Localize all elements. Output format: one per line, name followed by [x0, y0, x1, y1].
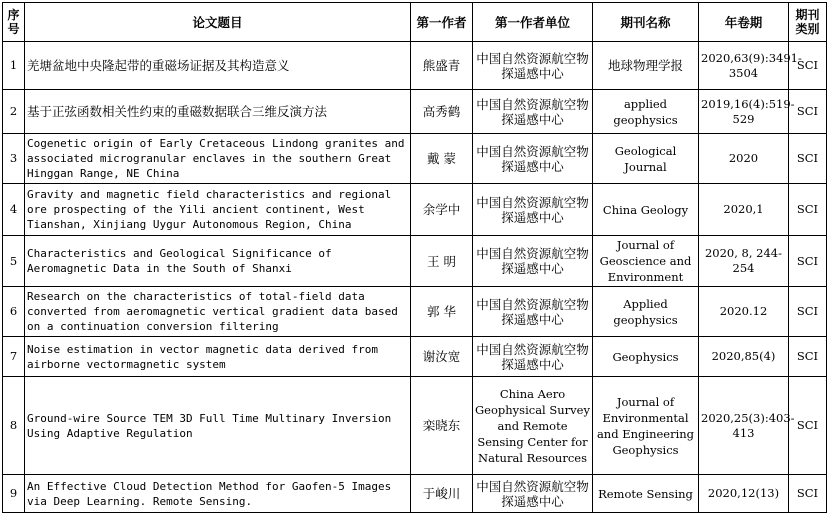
- row-author: 于峻川: [411, 475, 473, 513]
- row-category: SCI: [789, 90, 827, 134]
- row-title: 羌塘盆地中央隆起带的重磁场证据及其构造意义: [25, 42, 411, 90]
- row-seq: 8: [3, 377, 25, 475]
- row-journal: Geological Journal: [593, 134, 699, 184]
- row-unit: 中国自然资源航空物探遥感中心: [473, 337, 593, 377]
- header-volume: 年卷期: [699, 3, 789, 42]
- table-row: [3, 236, 827, 287]
- row-journal: 地球物理学报: [593, 42, 699, 90]
- row-seq: 1: [3, 42, 25, 90]
- row-title: Research on the characteristics of total-field data converted from aeromagnetic vertical gradient data based on a continuation conversion filtering: [25, 287, 411, 337]
- row-volume: 2020: [699, 134, 789, 184]
- table-row: [3, 475, 827, 513]
- row-title: Noise estimation in vector magnetic data derived from airborne vectormagnetic system: [25, 337, 411, 377]
- row-title: An Effective Cloud Detection Method for Gaofen-5 Images via Deep Learning. Remote Sensing.: [25, 475, 411, 513]
- table-row: [3, 377, 827, 475]
- row-journal: Applied geophysics: [593, 287, 699, 337]
- row-volume: 2020,63(9):3491-3504: [699, 42, 789, 90]
- row-title: Ground-wire Source TEM 3D Full Time Multinary Inversion Using Adaptive Regulation: [25, 377, 411, 475]
- table-row: [3, 134, 827, 184]
- table-row: [3, 42, 827, 90]
- row-journal: Remote Sensing: [593, 475, 699, 513]
- row-title: Gravity and magnetic field characteristics and regional ore prospecting of the Yili ancient continent, West Tianshan, Xinjiang Uygur Autonomous Region, China: [25, 184, 411, 236]
- row-title: Cogenetic origin of Early Cretaceous Lindong granites and associated microgranular enclaves in the southern Great Hinggan Range, NE China: [25, 134, 411, 184]
- row-volume: 2019,16(4):519-529: [699, 90, 789, 134]
- row-category: SCI: [789, 377, 827, 475]
- row-category: SCI: [789, 337, 827, 377]
- row-seq: 5: [3, 236, 25, 287]
- row-author: 戴 蒙: [411, 134, 473, 184]
- row-seq: 6: [3, 287, 25, 337]
- row-unit: 中国自然资源航空物探遥感中心: [473, 134, 593, 184]
- header-journal: 期刊名称: [593, 3, 699, 42]
- row-seq: 7: [3, 337, 25, 377]
- row-seq: 9: [3, 475, 25, 513]
- table-row: [3, 90, 827, 134]
- row-category: SCI: [789, 184, 827, 236]
- header-author: 第一作者: [411, 3, 473, 42]
- row-category: SCI: [789, 236, 827, 287]
- row-journal: China Geology: [593, 184, 699, 236]
- row-author: 余学中: [411, 184, 473, 236]
- header-category: 期刊类别: [789, 3, 827, 42]
- header-row: [3, 3, 827, 42]
- row-unit: 中国自然资源航空物探遥感中心: [473, 287, 593, 337]
- row-unit: China Aero Geophysical Survey and Remote Sensing Center for Natural Resources: [473, 377, 593, 475]
- row-volume: 2020, 8, 244-254: [699, 236, 789, 287]
- row-volume: 2020.12: [699, 287, 789, 337]
- row-category: SCI: [789, 475, 827, 513]
- row-author: 谢汝宽: [411, 337, 473, 377]
- row-volume: 2020,12(13): [699, 475, 789, 513]
- row-journal: applied geophysics: [593, 90, 699, 134]
- row-author: 高秀鹤: [411, 90, 473, 134]
- row-author: 王 明: [411, 236, 473, 287]
- row-unit: 中国自然资源航空物探遥感中心: [473, 236, 593, 287]
- row-author: 郭 华: [411, 287, 473, 337]
- row-volume: 2020,85(4): [699, 337, 789, 377]
- row-seq: 3: [3, 134, 25, 184]
- table-row: [3, 184, 827, 236]
- row-volume: 2020,1: [699, 184, 789, 236]
- row-seq: 4: [3, 184, 25, 236]
- table-row: [3, 287, 827, 337]
- header-title: 论文题目: [25, 3, 411, 42]
- row-category: SCI: [789, 42, 827, 90]
- row-title: 基于正弦函数相关性约束的重磁数据联合三维反演方法: [25, 90, 411, 134]
- row-title: Characteristics and Geological Significance of Aeromagnetic Data in the South of Shanxi: [25, 236, 411, 287]
- row-unit: 中国自然资源航空物探遥感中心: [473, 475, 593, 513]
- row-unit: 中国自然资源航空物探遥感中心: [473, 90, 593, 134]
- row-author: 熊盛青: [411, 42, 473, 90]
- row-journal: Journal of Environmental and Engineering Geophysics: [593, 377, 699, 475]
- table-row: [3, 337, 827, 377]
- row-unit: 中国自然资源航空物探遥感中心: [473, 42, 593, 90]
- row-unit: 中国自然资源航空物探遥感中心: [473, 184, 593, 236]
- row-seq: 2: [3, 90, 25, 134]
- header-unit: 第一作者单位: [473, 3, 593, 42]
- row-journal: Journal of Geoscience and Environment: [593, 236, 699, 287]
- row-journal: Geophysics: [593, 337, 699, 377]
- header-seq: 序号: [3, 3, 25, 42]
- row-category: SCI: [789, 134, 827, 184]
- row-author: 栾晓东: [411, 377, 473, 475]
- row-volume: 2020,25(3):403-413: [699, 377, 789, 475]
- paper-list-table: [2, 2, 827, 513]
- row-category: SCI: [789, 287, 827, 337]
